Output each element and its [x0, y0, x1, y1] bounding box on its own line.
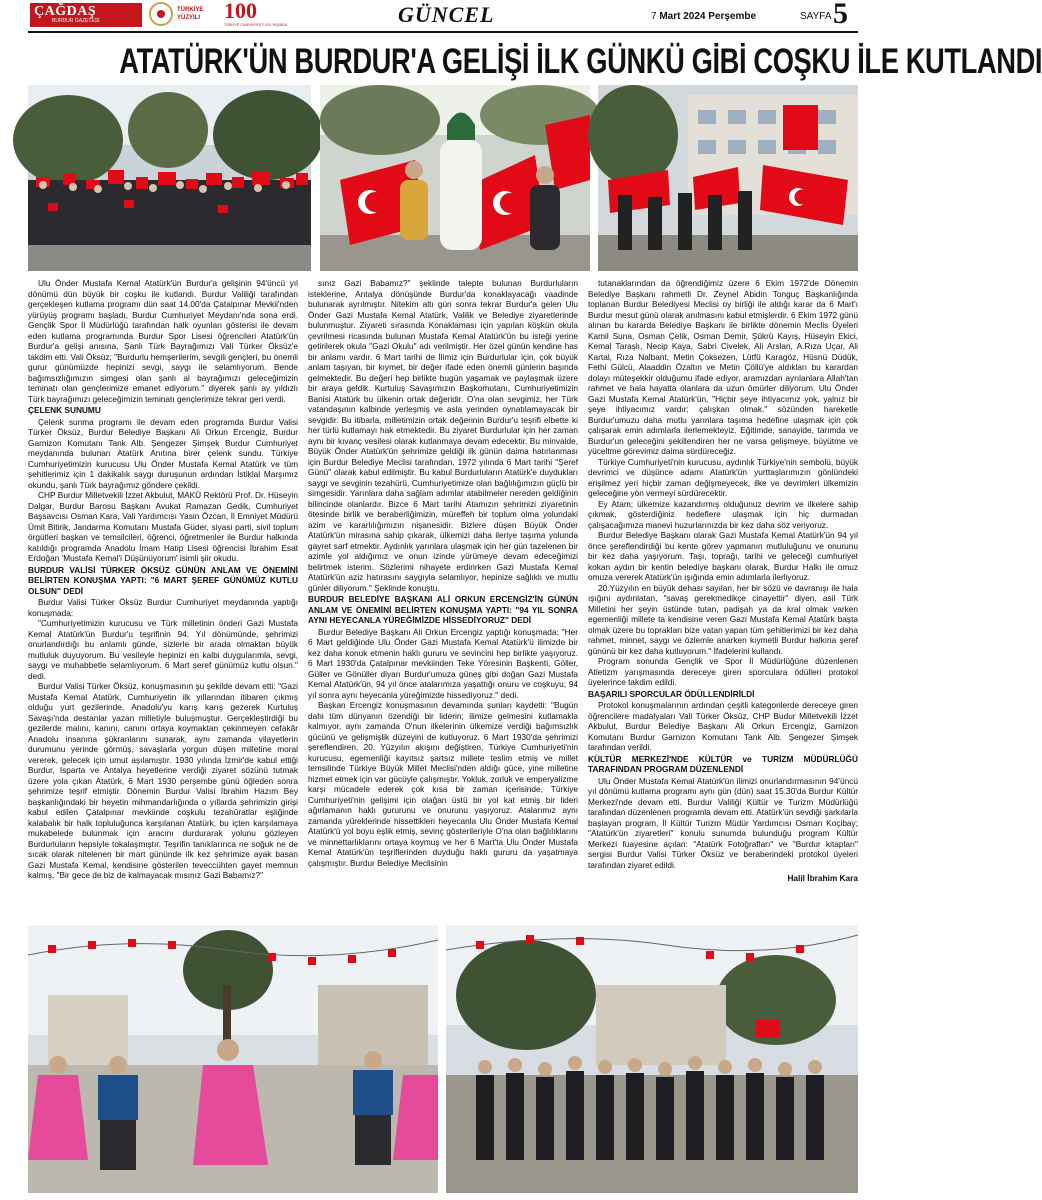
article-paragraph: Başkan Ercengiz konuşmasının devamında şunları kaydetti: "Bugün dahi tüm dünyanın özendiği bir liderin; ilimize gelmesini kutlamakla kalmıyor, aynı zamanda O'nun ilkelerinin ülkemize verdiği bağımsızlık gücünü ve gelişmişlik düzeyini de kutluyoruz. 6 Mart 1930'da şehrimizi şereflendiren, 20. Yüzyılın akışını değiştiren, Türkiye Cumhuriyeti'nin kurucusu, egemenliği kayıtsız şartsız millete teslim etmiş ve millet temsilinde Türkiye Büyük Millet Meclisi'nden aldığı güce, yine milletine hizmet etmek için var gücüyle çalışmıştır. Yokluk, zorluk ve emperyalizme karşı mücadele ederek çok kısa bir zaman içerisinde, Türkiye Cumhuriyeti'nin gelişimi için olağan üstü bir yol kat etmiş bir lideri ağırlamanın haklı gururunu ve onurunu yaşıyoruz. Atalarımız aynı zamanda yüreklerinde hissettikleri heyecanla Ulu Önder Mustafa Kemal Atatürk'ü yol boyu eşlik etmiş, sevinç gösterileriyle O'na olan bağlılıklarını ve minnettarlıklarını ortaya koymuş ve her 6 Mart'ta Ulu Önder Mustafa Kemal Atatürk'ün teşriflerinden duyduğu haklı gururu da yaşatmaya çalışmıştır. Burdur Belediye Meclisinin [308, 700, 578, 868]
seal-icon [149, 2, 173, 26]
article-paragraph: Burdur Belediye Başkanı Ali Orkun Ercengiz yaptığı konuşmada: "Her 6 Mart geldiğinde Ulu Önder Gazi Mustafa Kemal Atatürk'ü ilimizde bir kez daha konuk etmenin haklı gururu ve sevincini hep birlikte yaşıyoruz. 6 Mart 1930'da Çatalpınar mevkiinden Teke Yöresinin Başkenti, Göller, Güller ve Gönüller diyarı Burdur'umuza güneş gibi doğan Gazi Mustafa Kemal Atatürk'ün, 94 yıl önce atalarımıza yaşattığı onuru ve coşkuyu; 94 yıl sonra aynı heyecanla yüreğimizde hissediyoruz." dedi. [308, 626, 578, 700]
article-paragraph: Program sonunda Gençlik ve Spor İl Müdürlüğüne düzenlenen Atletizm yarışmasında dereceye giren sporculara ödülleri protokol üyelerince takdim edildi. [588, 656, 858, 687]
masthead [28, 0, 858, 30]
photo-crowd-flags[interactable] [28, 85, 311, 271]
article-body [28, 278, 858, 918]
photo-officials-flags[interactable] [598, 85, 858, 271]
article-paragraph: Ulu Önder Mustafa Kemal Atatürk'ün Burdur'a gelişinin 94'üncü yıl dönümü dün büyük bir coşku ile kutlandı. Burdur Valiliği tarafından gerçekleşen kutlama programı dün saat 14.00'da Çatalpınar Mevkii'nden yürüyüş programı başladı, Burdur Cumhuriyet Meydanı'nda sona erdi. Gençlik Spor İl Müdürlüğü tarafından halk oyunları gösterisi ile devam eden kutlama programında Burdur Spor Lisesi öğrencileri Atatürk'ün Burdur'a gelişi anısına, Şanlı Türk Bayrağımızı Vali Türker Öksüz'e takdim etti. Vali Öksüz; "Burdurlu hemşerilerim, sevgili gençleri, bu önemli gurur günümüzde hepinizi sevgi, saygı ile selamlıyorum. Bende bağımsızlığımızın simgesi olan şanlı al bayrağımızı geleceğimizin teminatı olan gençlerimize emanet ediyorum." diyerek şanlı ay yıldızlı Türk bayrağımızı geleceğimizin teminatı gençlerimize tekrar geri verdi. [28, 278, 298, 404]
logo-name: ÇAĞDAŞ [34, 4, 97, 19]
article-paragraph: Türkiye Cumhuriyeti'nin kurucusu, aydınlık Türkiye'nin sembolü, büyük devrimci ve düşünce adamı Atatürk'ün yurttaşlarımızın gönlündeki erişilmez yeri hiçbir zaman değişmeyecek, ilke ve devrimleri ülkemizin geleceğine yön vermeyi sürdürecektir. [588, 456, 858, 498]
article-subheading: BURDUR BELEDİYE BAŞKANI ALİ ORKUN ERCENGİZ'İN GÜNÜN ANLAM VE ÖNEMİNİ BELİRTEN KONUŞMA YAPTI: "94 YIL SONRA AYNI HEYECANLA YÜREĞİMİZDE HİSSEDİYORUZ" DEDİ [308, 594, 578, 625]
article-subheading: BAŞARILI SPORCULAR ÖDÜLLENDİRİLDİ [588, 688, 755, 699]
photo-folk-dancers[interactable] [28, 925, 438, 1193]
seal-text: TÜRKİYE YÜZYILI [177, 7, 204, 21]
article-paragraph: CHP Burdur Milletvekili İzzet Akbulut, MAKÜ Rektörü Prof. Dr. Hüseyin Dalgar, Burdur Barosu Başkanı Avukat Ramazan Gedik, Cumhuriyet Başsavcısı Osman Kara, Vali Yardımcısı Yasin Özcan, İl Emniyet Müdürü Ümit Bitirik, Jandarma Komutanı Mustafa Güder, siyasi parti, sivil toplum örgütleri başkan ve temsilcileri, öğrenci, öğretmenler ile Burdur halkında katıldığı programda Anadolu İmam Hatip Lisesi öğrencisi İbrahim Esat Erdoğan 'Mustafa Kemal'i Düşünüyorum' isimli şiir okudu. [28, 490, 298, 563]
newspaper-logo[interactable] [30, 3, 142, 27]
section-name: GÜNCEL [398, 2, 495, 27]
turkiye-yuzyili-seal [149, 2, 225, 28]
photo-protocol-line[interactable] [446, 925, 858, 1193]
article-paragraph: Burdur Belediye Başkanı olarak Gazi Mustafa Kemal Atatürk'ün 94 yıl önce şereflendirdiği bu kente görev yapmanın mutluluğunu ve onurunu bir kez daha yaşıyorum. Taşı, toprağı, tarihi ve geleceği cumhuriyet kokan aydın bir kentin belediye başkanı olarak, Burdur Halkı ile omuz omuza vererek Atatürk'ün ışığında emin adımlarla ilerliyoruz. [588, 530, 858, 582]
article-paragraph: Burdur Valisi Türker Öksüz, konuşmasının şu şekilde devam etti: "Gazi Mustafa Kemal Atatürk, Cumhuriyetin ilk yıllarından itibaren çıkmış olduğu yurt gezilerinde, Anadolu'yu karış karış gezerek Kurtuluş Savaşı'nda destanlar yazan milletiyle buluşmuştur. Gerçekleştirdiği bu gezilerde malını, kanını, canını ortaya koymaktan çekinmeyen cefakâr Anadolu insanına şükranlarını sunarak, aynı zamanda vilayetlerin durumunu yerinde görmüş, savaşlarla yorgun düşen milletine moral vererek, gelecek için umut aşılamıştır. 1930 yılında İzmir'de kabul ettiği Burdur, Isparta ve Antalya heyetlerine verdiği ziyaret sözünü tutmak üzere yola çıkan Atatürk, 6 Mart 1930 perşembe günü öğleden sonra şehrimize teşrif etmiştir. Dönemin Burdur Valisi İbrahim Hazım Bey başkanlığındaki bir heyetin mihmandarlığında o yıllarda şehrimizin girişi kabul edilen Çatalpınar mevkiinde coşkulu tezahüratlar eşliğinde kalabalık bir halk topluluğunca karşılanan Atatürk, bu içten karşılamaya mukabelede bulunmak için aracını durdurarak yolunu gözleyen Burdurluların hepsiyle tokalaşmıştır. Teşrifin tanıklarınca ne soğuk ne de sıcak olarak nitelenen bir mart gününde ilk kez şehrimize ayak basan Gazi Mustafa Kemal, kendisine gösterilen teveccühten gayet memnun kalmış, "Bir gece de biz de kalmayacak mısınız Gazi Babamız?" [28, 681, 298, 880]
article-paragraph: 20.Yüzyılın en büyük dehası sayılan, her bir sözü ve davranışı ile hala ışığını aydınlatan, "savaş gerekmedikçe cinayettir" diyen, asil Türk Milletini her şeyin üstünde tutan, padişah ya da kral olmak varken egemenliği millete ta kendisine veren Gazi Mustafa Kemal Atatürk başta olmak üzere bu toprakları bize vatan yapan tüm şehitlerimizi bir kez daha rahmet, minnet, saygı ve özlemle anarken kıymetli Burdur halkına şeref gününü bir kez daha kutluyorum." İfadelerini kullandı. [588, 582, 858, 656]
date-month: Mart [659, 11, 681, 22]
article-byline: Halil İbrahim Kara [787, 873, 858, 883]
page-label: SAYFA [800, 11, 832, 22]
article-paragraph: Ey Atam; ülkemize kazandırmış olduğunuz devrim ve ilkelere sahip çıkmak, gösterdiğiniz hedeflere ulaşmak için hiç durmadan çalışacağımıza manevi huzurlarınızda bir kez daha söz veriyoruz. [588, 498, 858, 530]
centenary-caption: TÜRKİYE CUMHURİYETİ 100 YAŞINDA [224, 23, 288, 27]
article-subheading: ÇELENK SUNUMU [28, 405, 101, 415]
article-column-2 [308, 278, 578, 918]
article-paragraph: sınız Gazi Babamız?" şeklinde talepte bulunan Burdurluların isteklerine, Antalya dönüşünde Burdur'da konaklayacağı vaadinde bulunarak ayrılmıştır. Nitekim altı gün sonra tekrar Burdur'a gelen Ulu Önder Gazi Mustafa Kemal Atatürk, Valilik ve Belediye ziyaretlerinde bulunmuştur. Ziyareti sırasında Konaklaması için yapılan köşkün okula çevrilmesi ricasında bulunan Mustafa Kemal Atatürk'ün bu isteği yerine getirilerek okula "Gazi Okulu" adı verilmiştir. Her özel günün kendine has bir anlamı vardır. 6 Mart tarihi de İlimiz için Burdurlular için, çok büyük anlam taşıyan, bir kıymet, bir değer ifade eden önemli günlerin başında gelmektedir. Bu değeri hep birlikte bugün yaşamak ve paylaşmak üzere bir araya geldik. Kurtuluş Savaşımızın Başkomutanı, Cumhuriyetimizin Banisi Atatürk bu ülkenin ortak değeridir. O'na olan sevgimiz, her Türk vatandaşının kalbinde yerleşmiş ve asla yerinden oynatılamayacak bir sevgidir. Bu itibarla, milletimizin ortak değerinin Burdur'u teşrifi elbette ki her türlü kutlamayı hak etmektedir. Bu ziyaret Burdurlular için her zaman aynı bir kıvanç vesilesi olarak kutlanmaya devam edecektir. Bu minvalde, Büyük Önder Atatürk'ün şehrimize geldiği ilk günün daima hatırlanması için Burdur Belediye Meclisi tarafından, 1972 yılında 6 Mart tarihi "Şeref Günü" olarak kabul edilmiştir. Bu kabul Burdurluların Atatürk'e duydukları saygı ve sevginin tezahürü, Cumhuriyetimize olan bağlılığımızın güçlü bir simgesidir. Yarınlara daha sağlam adımlar atabilmeler nereden geldiğinin bilincinde olanlardır. Bizce 6 Mart tarihi Atamızın şehrimizi ziyaretinin ötesinde birlik ve beraberliğimizin, müreffeh bir toplum olma yolundaki azim ve kararlılığımızın nişanesidir. Bizlere düşen Büyük Önder Atatürk'ün mirasına sahip çıkarak, ülkemizi daha ileriye taşıma yolunda gayret sarf etmektir. Aydınlık yarınlara ulaşmak için her gün tazelenen bir azimle yol aldığımız ve onun izinde yürümeye devam edeceğimizi belirtmek isterim. Sözlerimi nihayete erdirirken Gazi Mustafa Kemal Atatürk'ün aziz hatırasını saygıyla selamlıyor, hepinize sağlıklı ve mutlu günler diliyorum." Şeklinde konuştu. [308, 278, 578, 593]
photo-students-flags[interactable] [320, 85, 590, 271]
article-subheading: KÜLTÜR MERKEZİ'NDE KÜLTÜR ve TURİZM MÜDÜRLÜĞÜ TARAFINDAN PROGRAM DÜZENLENDİ [588, 753, 858, 774]
centenary-logo [224, 1, 302, 29]
article-paragraph: "Cumhuriyetimizin kurucusu ve Türk milletinin önderi Gazi Mustafa Kemal Atatürk'ün Burdur'u teşrifinin 94. Yıl dönümünde, şehrimizi onurlandırdığı bu anlamlı günde, sizlerle bir arada olmaktan büyük mutluluk duyuyorum. Bu vesileyle hepinizi en kalbi duygularımla, sevgi, saygı ve muhabbetle selamlıyorum. 6 Mart şeref günümüz kutlu olsun." dedi. [28, 618, 298, 681]
masthead-rule [28, 31, 858, 33]
centenary-number: 100 [224, 0, 257, 23]
date-day: 7 [651, 11, 657, 22]
headline: ATATÜRK'ÜN BURDUR'A GELİŞİ İLK GÜNKÜ GİBİ COŞKU İLE KUTLANDI [119, 42, 1042, 81]
date-year-weekday: 2024 Perşembe [683, 11, 757, 22]
issue-date [651, 11, 756, 22]
article-paragraph: Ulu Önder Mustafa Kemal Atatürk'ün ilimizi onurlandırmasının 94'üncü yıl dönümü kutlama programı aynı gün (dün) saat 15.30'da Burdur Kültür Merkezi'nde devam etti. Burdur Valiliği Kültür ve Turizm Müdürlüğü tarafından düzenlenen programla devam etti. Atatürk'ün sevdiği şarkılarla başlayan program, İl Kültür Turizm Müdür Yardımcısı Osman Koçibay; "Atatürk'ün ziyaretleri" konulu sunumda bulunduğu program Kültür Merkezi fuayesine açılan: "Atatürk Fotoğrafları" ve "Burdur kitapları" sergisi Burdur Valisi Türker Öksüz ve beraberindeki protokol üyeleri tarafından ziyaret edildi. [588, 775, 858, 870]
article-paragraph: Protokol konuşmalarının ardından çeşitli kategorilerde dereceye giren öğrencilere madalyaları Vali Türker Öksüz, CHP Budur Milletvekili İzzet Akbulut, Burdur Belediye Başkanı Ali Orkun Ercengiz, Garnizon Komutanı Burdur Garnizon Komutanı Tank Alb. Şengezer Şimşek tarafından verildi. [588, 700, 858, 752]
article-paragraph: Burdur Valisi Türker Öksüz Burdur Cumhuriyet meydanında yaptığı konuşmada: [28, 597, 298, 618]
article-paragraph: tutanaklarından da öğrendiğimiz üzere 6 Ekim 1972'de Dönemin Belediye Başkanı rahmetli Dr. Zeynel Abidin Tonguç Başkanlığında toplanan Burdur Belediyesi Meclisi oy birliği ile aldığı karar da 6 Mart'ı Burdur mesut günü olarak anılmasını kabul etmişlerdir. 6 Ekim 1972 günü alınan bu kararda Belediye Başkanı ile birlikte dönemin Meclis Üyeleri Kamil Suna, Osman Çelik, Osman Demir, Şükrü Kayış, Hüseyin Ekici, Kemal Taraşlı, Necip Kaya, Sabri Civelek, Ali Arslan, A.Rıza Uçar, Ali Kartal, Rıza Nalbant, Metin Çoksezen, Lütfü Karagöz, Hüsnü Düdük, Fethi Gülcü, Alaaddin Özaltın ve Metin Çöllü'ye aldıkları bu karardan dolayı müteşekkir olduğumu ifade ediyor, aramızdan ayrılanlara Allah'tan rahmet ve hala hayatta olanlara da uzun ömürler diliyorum. Ulu Önder Gazi Mustafa Kemal Atatürk'ün, "Hiçbir şeye ihtiyacımız yok, yalnız bir şeye ihtiyacımız vardır; çalışkan olmak." sözünden hareketle Burdur'umuzu daha mutlu yarınlara taşıma hedefine ulaşmak için çok çalışarak emin adımlarla ilerlemekteyiz. Eğitimde, sanayide, tarımda ve Burdur'un geleceğini şekillendiren her ne varsa gelişmeye, büyütme ve yüceltme görevimiz daima sürdüreceğiz. [588, 278, 858, 456]
article-paragraph: Çelenk sunma programı ile devam eden programda Burdur Valisi Türker Öksüz, Burdur Belediye Başkanı Ali Orkun Ercengiz, Burdur Garnizon Komutanı Tank Alb. Şengezer Şimşek Burdur Cumhuriyet meydanında bulunan Atatürk Anıtına birer çelenk sundu. Türkiye Cumhuriyetimizin kurucusu Ulu Önder Mustafa Kemal Atatürk ve tüm şehitlerimiz için 1 dakikalık saygı duruşunun ardından İstiklal Marşımız okundu, şanlı Türk bayrağımız göndere çekildi. [28, 416, 298, 490]
article-column-1 [28, 278, 298, 918]
article-subheading: BURDUR VALİSİ TÜRKER ÖKSÜZ GÜNÜN ANLAM VE ÖNEMİNİ BELİRTEN KONUŞMA YAPTI: "6 MART ŞEREF GÜNÜMÜZ KUTLU OLSUN" DEDİ [28, 564, 298, 596]
article-column-3 [588, 278, 858, 918]
page-number: 5 [833, 0, 848, 30]
logo-subtitle: BURDUR GAZETESİ [52, 18, 100, 24]
